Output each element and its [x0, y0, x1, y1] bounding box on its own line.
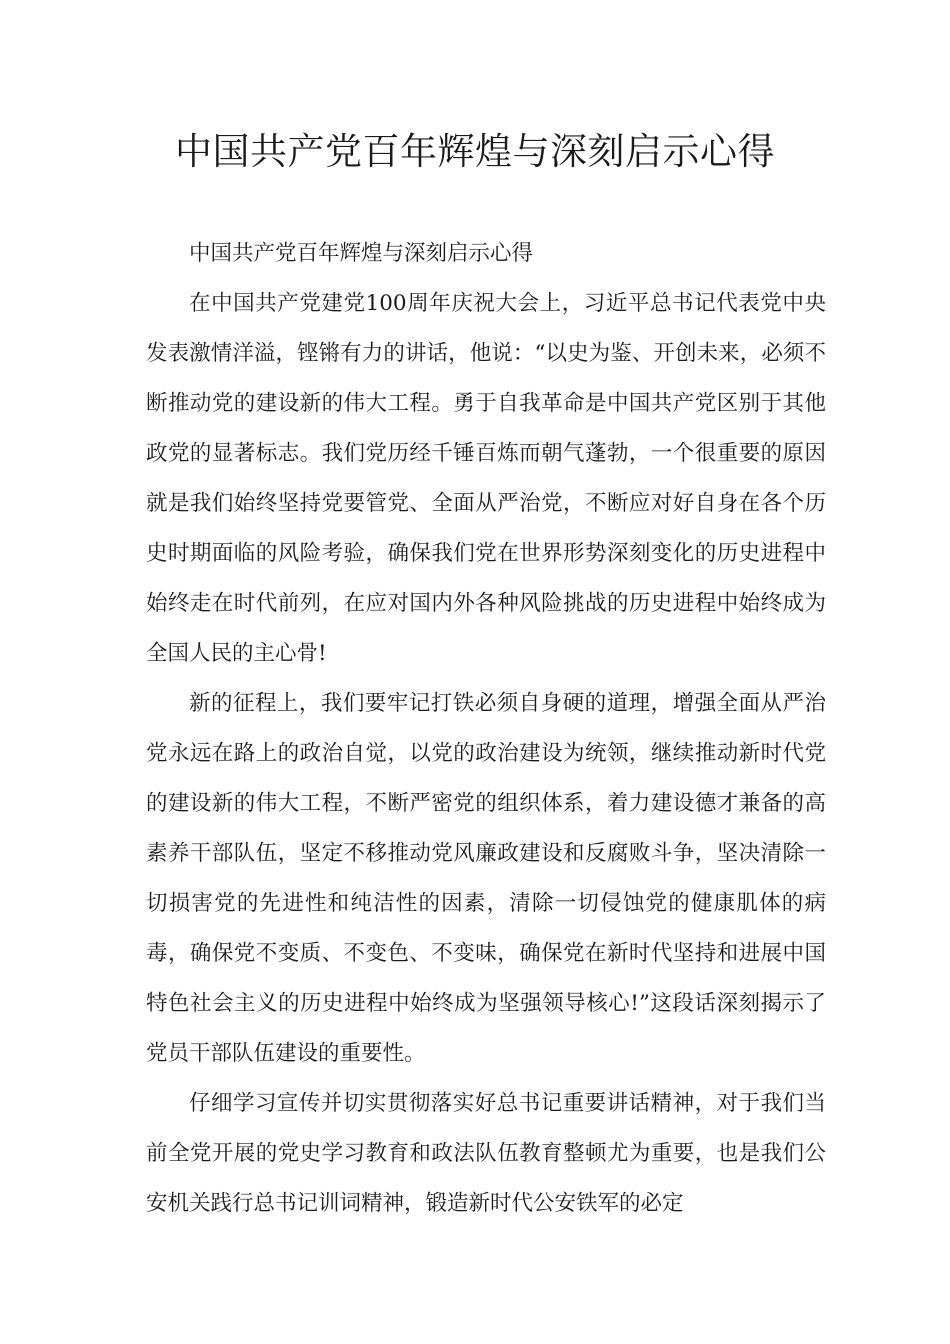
- document-body: [146, 229, 826, 1229]
- body-paragraph: 新的征程上，我们要牢记打铁必须自身硬的道理，增强全面从严治党永远在路上的政治自觉，以党的政治建设为统领，继续推动新时代党的建设新的伟大工程，不断严密党的组织体系，着力建设德才兼备的高素养干部队伍，坚定不移推动党风廉政建设和反腐败斗争，坚决清除一切损害党的先进性和纯洁性的因素，清除一切侵蚀党的健康肌体的病毒，确保党不变质、不变色、不变味，确保党在新时代坚持和进展中国特色社会主义的历史进程中始终成为坚强领导核心!”这段话深刻揭示了党员干部队伍建设的重要性。: [146, 691, 826, 1066]
- document-title: 中国共产党百年辉煌与深刻启示心得: [175, 130, 775, 173]
- body-paragraph: 中国共产党百年辉煌与深刻启示心得: [189, 241, 534, 266]
- body-paragraph: 仔细学习宣传并切实贯彻落实好总书记重要讲话精神，对于我们当前全党开展的党史学习教育和政法队伍教育整顿尤为重要，也是我们公安机关践行总书记训词精神，锻造新时代公安铁军的必定: [146, 1091, 826, 1216]
- body-paragraph: 在中国共产党建党100周年庆祝大会上，习近平总书记代表党中央发表激情洋溢，铿锵有力的讲话，他说：“以史为鉴、开创未来，必须不断推动党的建设新的伟大工程。勇于自我革命是中国共产党区别于其他政党的显著标志。我们党历经千锤百炼而朝气蓬勃，一个很重要的原因就是我们始终坚持党要管党、全面从严治党，不断应对好自身在各个历史时期面临的风险考验，确保我们党在世界形势深刻变化的历史进程中始终走在时代前列，在应对国内外各种风险挑战的历史进程中始终成为全国人民的主心骨!: [146, 291, 826, 666]
